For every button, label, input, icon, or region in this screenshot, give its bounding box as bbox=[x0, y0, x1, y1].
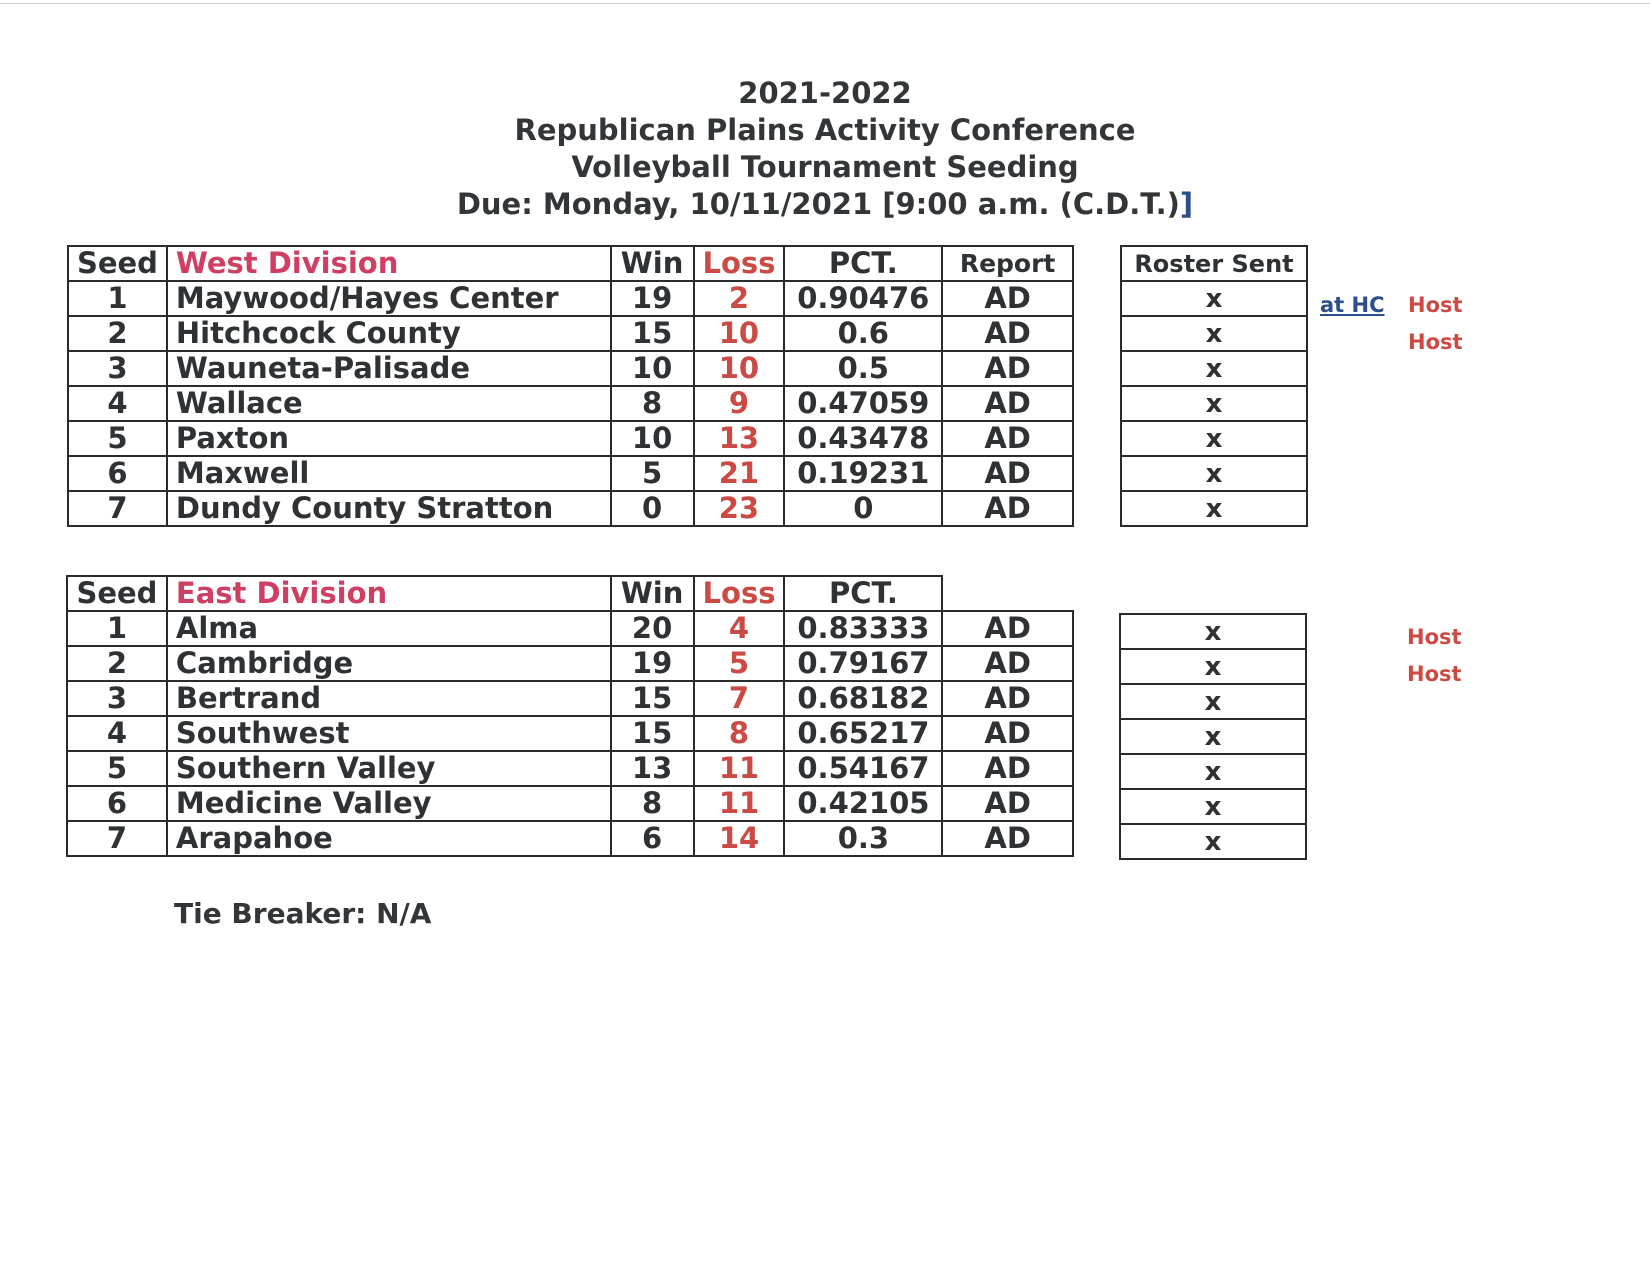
team-cell: Wauneta-Palisade bbox=[167, 351, 611, 386]
loss-cell: 11 bbox=[694, 786, 785, 821]
pct-header: PCT. bbox=[784, 246, 942, 281]
report-cell: AD bbox=[942, 456, 1073, 491]
pct-header: PCT. bbox=[784, 576, 942, 611]
pct-cell: 0.68182 bbox=[784, 681, 942, 716]
table-row bbox=[67, 786, 1073, 821]
loss-header: Loss bbox=[694, 246, 785, 281]
pct-cell: 0.19231 bbox=[784, 456, 942, 491]
east-roster-table bbox=[1119, 613, 1307, 860]
loss-cell: 23 bbox=[694, 491, 785, 526]
seed-cell: 2 bbox=[68, 316, 167, 351]
roster-mark: x bbox=[1120, 789, 1306, 824]
loss-cell: 10 bbox=[694, 316, 785, 351]
team-cell: Hitchcock County bbox=[167, 316, 611, 351]
empty-report-header bbox=[942, 576, 1073, 611]
win-header: Win bbox=[611, 576, 694, 611]
roster-mark: x bbox=[1120, 754, 1306, 789]
pct-cell: 0.43478 bbox=[784, 421, 942, 456]
team-cell: Arapahoe bbox=[167, 821, 611, 856]
roster-mark: x bbox=[1121, 386, 1307, 421]
loss-cell: 7 bbox=[694, 681, 785, 716]
report-cell: AD bbox=[942, 751, 1073, 786]
loss-header: Loss bbox=[694, 576, 785, 611]
win-cell: 5 bbox=[611, 456, 694, 491]
pct-cell: 0.47059 bbox=[784, 386, 942, 421]
roster-mark: x bbox=[1120, 684, 1306, 719]
pct-cell: 0.83333 bbox=[784, 611, 942, 646]
pct-cell: 0.54167 bbox=[784, 751, 942, 786]
loss-cell: 5 bbox=[694, 646, 785, 681]
seed-cell: 1 bbox=[68, 281, 167, 316]
pct-cell: 0.5 bbox=[784, 351, 942, 386]
seed-cell: 4 bbox=[67, 716, 167, 751]
west-roster-table bbox=[1120, 245, 1308, 527]
team-cell: Wallace bbox=[167, 386, 611, 421]
seed-cell: 5 bbox=[67, 751, 167, 786]
page-top-rule bbox=[0, 3, 1650, 4]
win-cell: 19 bbox=[611, 646, 694, 681]
team-cell: Southern Valley bbox=[167, 751, 611, 786]
roster-mark: x bbox=[1121, 456, 1307, 491]
west-division-table bbox=[67, 245, 1074, 527]
seed-header: Seed bbox=[67, 576, 167, 611]
tie-breaker-note: Tie Breaker: N/A bbox=[174, 897, 432, 930]
pct-cell: 0.6 bbox=[784, 316, 942, 351]
pct-cell: 0 bbox=[784, 491, 942, 526]
east-division-table bbox=[66, 575, 1074, 857]
west-host-label-1: Host bbox=[1408, 293, 1463, 317]
pct-cell: 0.79167 bbox=[784, 646, 942, 681]
report-cell: AD bbox=[942, 611, 1073, 646]
seed-cell: 3 bbox=[67, 681, 167, 716]
table-row bbox=[67, 681, 1073, 716]
report-cell: AD bbox=[942, 491, 1073, 526]
win-cell: 13 bbox=[611, 751, 694, 786]
due-date-bracket: ] bbox=[1179, 187, 1194, 221]
loss-cell: 14 bbox=[694, 821, 785, 856]
east-host-label-1: Host bbox=[1407, 625, 1462, 649]
due-date-text: Due: Monday, 10/11/2021 [9:00 a.m. (C.D.T.) bbox=[456, 187, 1180, 221]
team-cell: Cambridge bbox=[167, 646, 611, 681]
loss-cell: 9 bbox=[694, 386, 785, 421]
seed-cell: 4 bbox=[68, 386, 167, 421]
roster-mark: x bbox=[1120, 649, 1306, 684]
roster-mark: x bbox=[1121, 491, 1307, 526]
seed-cell: 3 bbox=[68, 351, 167, 386]
report-cell: AD bbox=[942, 281, 1073, 316]
loss-cell: 2 bbox=[694, 281, 785, 316]
east-header-row bbox=[67, 576, 1073, 611]
report-cell: AD bbox=[942, 786, 1073, 821]
conference-title: Republican Plains Activity Conference bbox=[514, 113, 1136, 147]
table-row bbox=[68, 421, 1073, 456]
table-row bbox=[67, 751, 1073, 786]
event-title: Volleyball Tournament Seeding bbox=[571, 150, 1079, 184]
table-row bbox=[67, 646, 1073, 681]
report-cell: AD bbox=[942, 821, 1073, 856]
east-division-title: East Division bbox=[167, 576, 611, 611]
loss-cell: 21 bbox=[694, 456, 785, 491]
season-title: 2021-2022 bbox=[738, 76, 912, 110]
roster-mark: x bbox=[1120, 719, 1306, 754]
pct-cell: 0.3 bbox=[784, 821, 942, 856]
win-cell: 20 bbox=[611, 611, 694, 646]
win-cell: 8 bbox=[611, 786, 694, 821]
loss-cell: 4 bbox=[694, 611, 785, 646]
team-cell: Dundy County Stratton bbox=[167, 491, 611, 526]
win-cell: 0 bbox=[611, 491, 694, 526]
seed-cell: 7 bbox=[67, 821, 167, 856]
roster-mark: x bbox=[1120, 824, 1306, 859]
team-cell: Bertrand bbox=[167, 681, 611, 716]
roster-mark: x bbox=[1121, 316, 1307, 351]
table-row bbox=[68, 386, 1073, 421]
west-host-label-2: Host bbox=[1408, 330, 1463, 354]
report-header: Report bbox=[942, 246, 1073, 281]
win-cell: 15 bbox=[611, 316, 694, 351]
win-cell: 8 bbox=[611, 386, 694, 421]
report-cell: AD bbox=[942, 646, 1073, 681]
win-cell: 10 bbox=[611, 351, 694, 386]
seed-cell: 2 bbox=[67, 646, 167, 681]
table-row bbox=[67, 716, 1073, 751]
report-cell: AD bbox=[942, 351, 1073, 386]
report-cell: AD bbox=[942, 316, 1073, 351]
report-cell: AD bbox=[942, 421, 1073, 456]
pct-cell: 0.90476 bbox=[784, 281, 942, 316]
team-cell: Alma bbox=[167, 611, 611, 646]
table-row bbox=[68, 351, 1073, 386]
seed-cell: 6 bbox=[67, 786, 167, 821]
roster-sent-header: Roster Sent bbox=[1121, 246, 1307, 281]
report-cell: AD bbox=[942, 386, 1073, 421]
win-cell: 6 bbox=[611, 821, 694, 856]
win-cell: 15 bbox=[611, 681, 694, 716]
table-row bbox=[68, 281, 1073, 316]
table-row bbox=[68, 491, 1073, 526]
table-row bbox=[67, 821, 1073, 856]
due-date bbox=[0, 186, 1650, 223]
team-cell: Paxton bbox=[167, 421, 611, 456]
roster-mark: x bbox=[1121, 281, 1307, 316]
pct-cell: 0.42105 bbox=[784, 786, 942, 821]
loss-cell: 13 bbox=[694, 421, 785, 456]
seed-cell: 7 bbox=[68, 491, 167, 526]
seed-cell: 5 bbox=[68, 421, 167, 456]
roster-mark: x bbox=[1121, 351, 1307, 386]
team-cell: Maxwell bbox=[167, 456, 611, 491]
seed-cell: 1 bbox=[67, 611, 167, 646]
at-hc-link[interactable]: at HC bbox=[1320, 293, 1385, 317]
report-cell: AD bbox=[942, 716, 1073, 751]
table-row bbox=[67, 611, 1073, 646]
table-row bbox=[68, 316, 1073, 351]
team-cell: Maywood/Hayes Center bbox=[167, 281, 611, 316]
team-cell: Medicine Valley bbox=[167, 786, 611, 821]
win-cell: 19 bbox=[611, 281, 694, 316]
win-header: Win bbox=[611, 246, 694, 281]
loss-cell: 8 bbox=[694, 716, 785, 751]
roster-mark: x bbox=[1121, 421, 1307, 456]
east-host-label-2: Host bbox=[1407, 662, 1462, 686]
seed-header: Seed bbox=[68, 246, 167, 281]
report-cell: AD bbox=[942, 681, 1073, 716]
loss-cell: 11 bbox=[694, 751, 785, 786]
win-cell: 10 bbox=[611, 421, 694, 456]
seed-cell: 6 bbox=[68, 456, 167, 491]
win-cell: 15 bbox=[611, 716, 694, 751]
west-division-title: West Division bbox=[167, 246, 611, 281]
loss-cell: 10 bbox=[694, 351, 785, 386]
table-row bbox=[68, 456, 1073, 491]
roster-mark: x bbox=[1120, 614, 1306, 649]
team-cell: Southwest bbox=[167, 716, 611, 751]
document-header bbox=[0, 75, 1650, 223]
pct-cell: 0.65217 bbox=[784, 716, 942, 751]
west-header-row bbox=[68, 246, 1073, 281]
